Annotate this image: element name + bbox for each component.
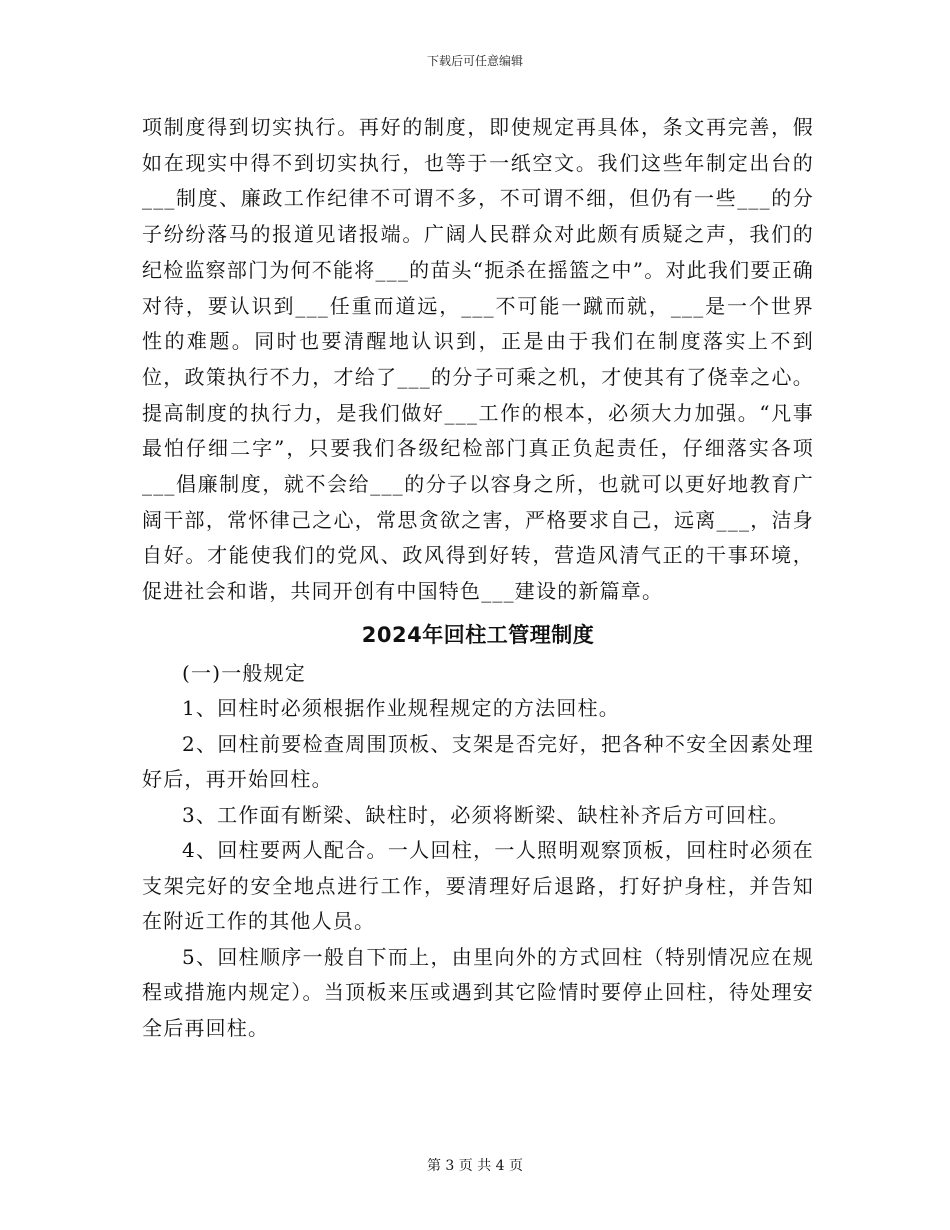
rule-item-3: 3、工作面有断梁、缺柱时，必须将断梁、缺柱补齐后方可回柱。: [182, 802, 790, 827]
document-body: [142, 110, 814, 1046]
section-title: 2024年回柱工管理制度: [361, 622, 595, 647]
page-footer: 第 3 页 共 4 页: [426, 1158, 524, 1174]
rule-item-5: 5、回柱顺序一般自下而上，由里向外的方式回柱（特别情况应在规程或措施内规定）。当顶板来压或遇到其它险情时要停止回柱，待处理安全后再回柱。: [142, 944, 814, 1040]
continued-paragraph: 项制度得到切实执行。再好的制度，即使规定再具体，条文再完善，假如在现实中得不到切实执行，也等于一纸空文。我们这些年制定出台的___制度、廉政工作纪律不可谓不多，不可谓不细，但仍有一些___的分子纷纷落马的报道见诸报端。广阔人民群众对此颇有质疑之声，我们的纪检监察部门为何不能将___的苗头“扼杀在摇篮之中”。对此我们要正确对待，要认识到___任重而道远，___不可能一蹴而就，___是一个世界性的难题。同时也要清醒地认识到，正是由于我们在制度落实上不到位，政策执行不力，才给了___的分子可乘之机，才使其有了侥幸之心。提高制度的执行力，是我们做好___工作的根本，必须大力加强。“凡事最怕仔细二字”，只要我们各级纪检部门真正负起责任，仔细落实各项___倡廉制度，就不会给___的分子以容身之所，也就可以更好地教育广阔干部，常怀律己之心，常思贪欲之害，严格要求自己，远离___，洁身自好。才能使我们的党风、政风得到好转，营造风清气正的干事环境，促进社会和谐，共同开创有中国特色___建设的新篇章。: [142, 115, 814, 604]
rule-item-1: 1、回柱时必须根据作业规程规定的方法回柱。: [182, 696, 620, 721]
rule-item-2: 2、回柱前要检查周围顶板、支架是否完好，把各种不安全因素处理好后，再开始回柱。: [142, 731, 814, 792]
subheading-general-rules: (一)一般规定: [182, 660, 307, 685]
page-header: 下载后可任意编辑: [426, 54, 523, 68]
rule-item-4: 4、回柱要两人配合。一人回柱，一人照明观察顶板，回柱时必须在支架完好的安全地点进行工作，要清理好后退路，打好护身柱，并告知在附近工作的其他人员。: [142, 838, 814, 934]
